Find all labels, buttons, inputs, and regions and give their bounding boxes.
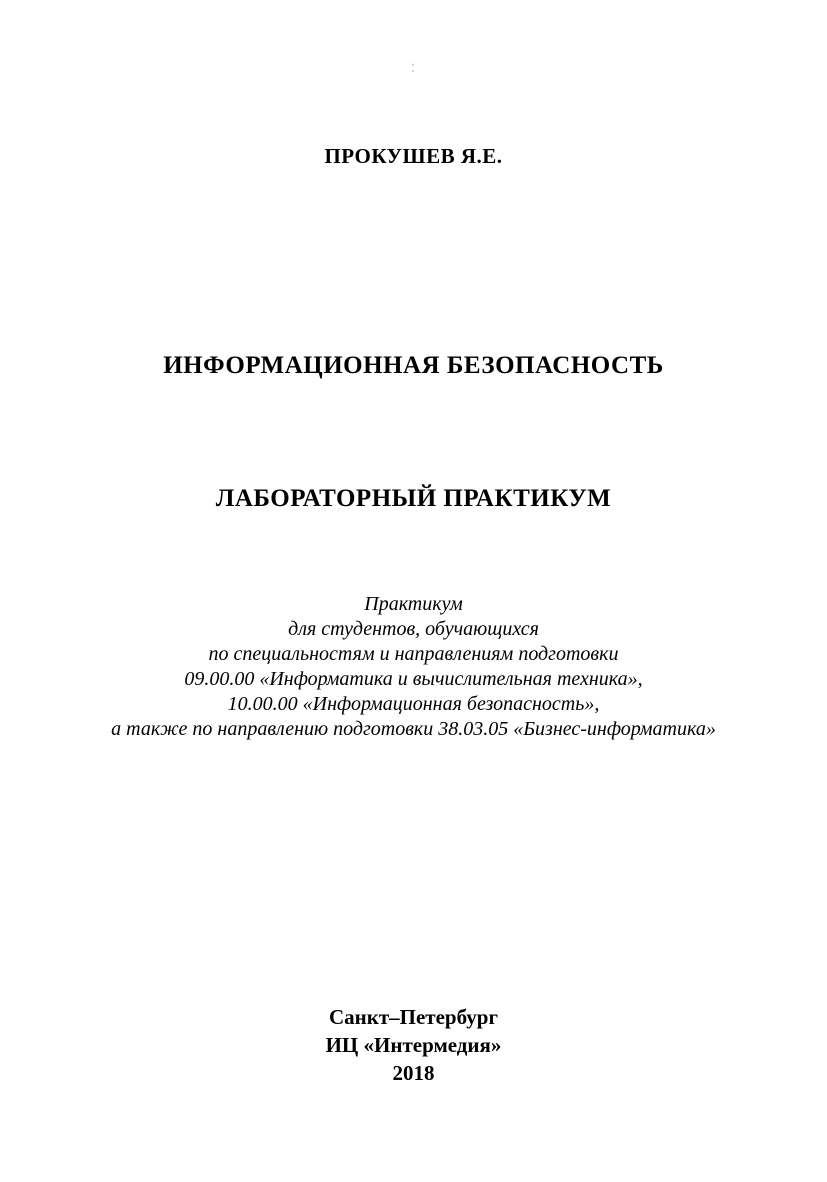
- imprint-publisher: ИЦ «Интермедия»: [325, 1033, 502, 1057]
- book-title: ИНФОРМАЦИОННАЯ БЕЗОПАСНОСТЬ: [163, 352, 664, 379]
- audience-line-4: 09.00.00 «Информатика и вычислительная техника»,: [184, 668, 643, 690]
- audience-line-6: а также по направлению подготовки 38.03.05 «Бизнес-информатика»: [111, 718, 716, 740]
- audience-line-5: 10.00.00 «Информационная безопасность»,: [227, 693, 600, 715]
- imprint-city: Санкт–Петербург: [328, 1005, 499, 1029]
- audience-line-2: для студентов, обучающихся: [288, 618, 539, 640]
- author-name: ПРОКУШЕВ Я.Е.: [324, 144, 503, 168]
- book-subtitle: ЛАБОРАТОРНЫЙ ПРАКТИКУМ: [215, 485, 612, 512]
- audience-line-1: Практикум: [364, 593, 463, 615]
- scan-artifact-mark: :: [410, 56, 417, 76]
- audience-block: [0, 592, 827, 742]
- audience-line-3: по специальностям и направлениям подготовки: [208, 643, 619, 665]
- imprint-year: 2018: [392, 1061, 435, 1085]
- imprint-block: [0, 1003, 827, 1087]
